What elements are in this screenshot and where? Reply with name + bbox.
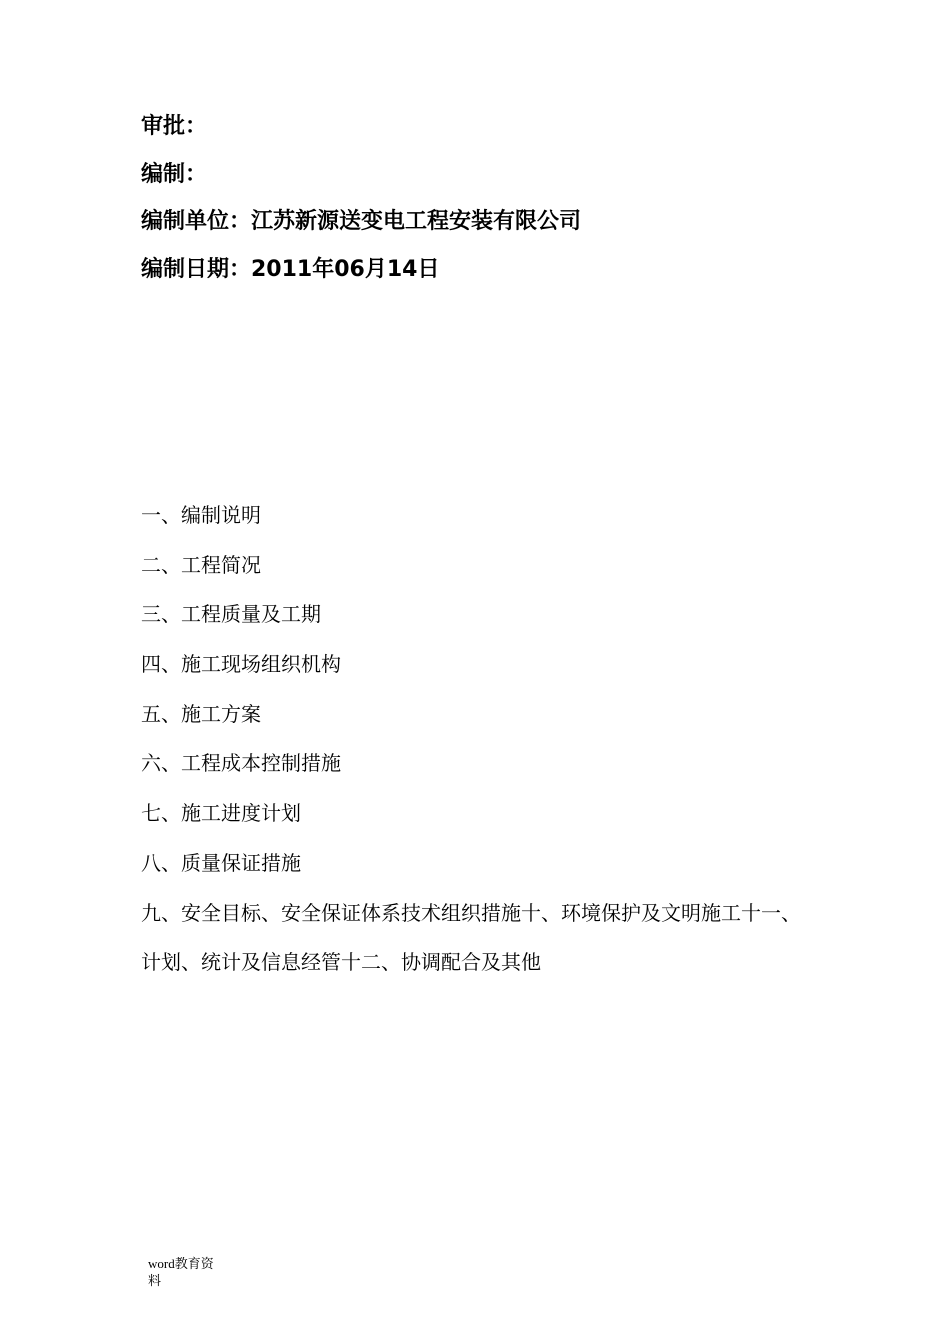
- compiled-by-line: 编制：: [141, 162, 208, 187]
- compiling-date-line: 编制日期：2011年06月14日: [141, 257, 440, 282]
- footer-watermark: [148, 1255, 214, 1289]
- toc-item: 计划、统计及信息经管十二、协调配合及其他: [141, 950, 541, 974]
- toc-item: 七、施工进度计划: [141, 801, 301, 825]
- toc-item: 九、安全目标、安全保证体系技术组织措施十、环境保护及文明施工十一、: [141, 901, 801, 925]
- toc-item: 三、工程质量及工期: [141, 602, 321, 626]
- toc-item: 六、工程成本控制措施: [141, 751, 341, 775]
- toc-item: 二、工程简况: [141, 553, 261, 577]
- toc-item: 一、编制说明: [141, 503, 261, 527]
- approval-line: 审批：: [141, 114, 208, 139]
- toc-item: 五、施工方案: [141, 702, 261, 726]
- footer-line: word教育资: [148, 1256, 214, 1271]
- compiling-unit-line: 编制单位：江苏新源送变电工程安装有限公司: [141, 209, 582, 234]
- toc-item: 八、质量保证措施: [141, 851, 301, 875]
- toc-item: 四、施工现场组织机构: [141, 652, 341, 676]
- footer-line: 料: [148, 1273, 162, 1288]
